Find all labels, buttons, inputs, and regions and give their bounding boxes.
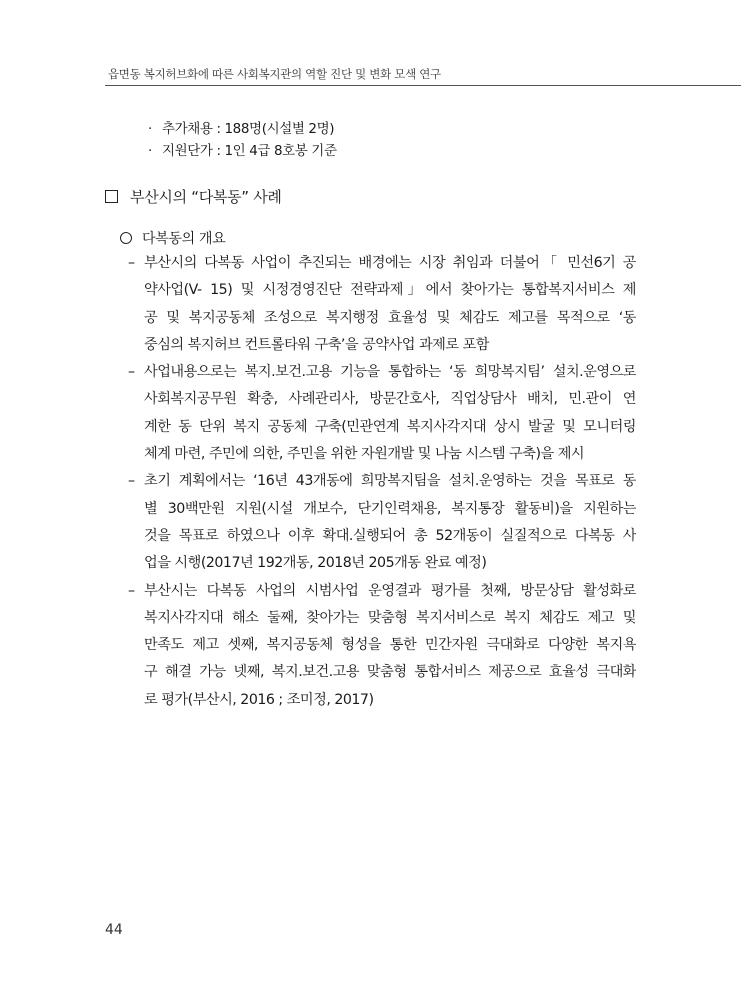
paragraph-line [128,386,636,413]
bullet-marker: · [148,143,152,159]
dash-paragraph [128,250,636,359]
dash-paragraph [128,359,636,468]
subsection-heading [120,228,226,248]
line-text: 체계 마련, 주민에 의한, 주민을 위한 자원개발 및 나눔 시스템 구축)을 제시 [144,446,585,463]
line-text: 구 해결 가능 넷째, 복지.보건.고용 맞춤형 통합서비스 제공으로 효율성 극대화 [144,664,636,681]
paragraph-line [128,632,636,659]
paragraph-line [128,305,636,332]
line-text: 만족도 제고 셋째, 복지공동체 형성을 통한 민간자원 극대화로 다양한 복지욕 [144,637,636,654]
header-divider [105,85,741,86]
paragraph-line [128,523,636,550]
line-text: 복지사각지대 해소 둘째, 찾아가는 맞춤형 복지서비스로 복지 체감도 제고 및 [144,609,636,626]
bullet-item [148,139,337,159]
paragraph-line [128,250,636,277]
line-text: 계한 동 단위 복지 공동체 구축(민관연계 복지사각지대 상시 발굴 및 모니터링 [144,418,636,435]
bullet-item [148,117,334,137]
line-text: 약사업(V- 15) 및 시정경영진단 전략과제」에서 찾아가는 통합복지서비스 제 [144,282,636,299]
bullet-text: 추가채용 : 188명(시설별 2명) [162,121,335,137]
paragraph-line [128,468,636,495]
paragraph-line [128,550,636,577]
paragraph-line [128,496,636,523]
section-title: 부산시의 “다복동” 사례 [130,188,282,206]
paragraph-line [128,578,636,605]
circle-bullet-icon [120,232,132,244]
dash-marker: – [128,364,135,381]
dash-marker: – [128,582,135,599]
paragraph-line [128,687,636,714]
line-text: 공 및 복지공동체 조성으로 복지행정 효율성 및 체감도 제고를 목적으로 ‘동 [144,309,636,326]
paragraph-line [128,659,636,686]
section-heading [105,186,282,207]
dash-paragraph [128,578,636,714]
paragraph-line [128,441,636,468]
bullet-text: 지원단가 : 1인 4급 8호봉 기준 [162,143,337,159]
paragraph-line [128,277,636,304]
paragraph-line [128,359,636,386]
line-text: 것을 목표로 하였으나 이후 확대.실행되어 총 52개동이 실질적으로 다복동 사 [144,527,636,544]
paragraph-line [128,332,636,359]
line-text: 중심의 복지허브 컨트롤타워 구축’을 공약사업 과제로 포함 [144,336,489,353]
dash-paragraph [128,468,636,577]
bullet-marker: · [148,121,152,137]
line-text: 업을 시행(2017년 192개동, 2018년 205개동 완료 예정) [144,555,487,572]
line-text: 사업내용으로는 복지.보건.고용 기능을 통합하는 ‘동 희망복지팀’ 설치.운영으로 [144,364,636,381]
paragraph-line [128,605,636,632]
line-text: 로 평가(부산시, 2016 ; 조미정, 2017) [144,691,374,708]
line-text: 사회복지공무원 확충, 사례관리사, 방문간호사, 직업상담사 배치, 민.관이 연 [144,391,636,408]
line-text: 부산시는 다복동 사업의 시범사업 운영결과 평가를 첫째, 방문상담 활성화로 [144,582,636,599]
line-text: 초기 계획에서는 ‘16년 43개동에 희망복지팀을 설치.운영하는 것을 목표로 동 [144,473,636,490]
subsection-title: 다복동의 개요 [142,231,226,247]
running-header: 읍면동 복지허브화에 따른 사회복지관의 역할 진단 및 변화 모색 연구 [108,67,441,81]
square-bullet-icon [105,190,118,203]
dash-marker: – [128,473,135,490]
paragraph-line [128,414,636,441]
page-number: 44 [105,922,123,938]
line-text: 부산시의 다복동 사업이 추진되는 배경에는 시장 취임과 더불어「 민선6기 공 [144,255,636,271]
line-text: 별 30백만원 지원(시설 개보수, 단기인력채용, 복지통장 활동비)을 지원하는 [144,500,636,517]
dash-marker: – [128,255,135,271]
